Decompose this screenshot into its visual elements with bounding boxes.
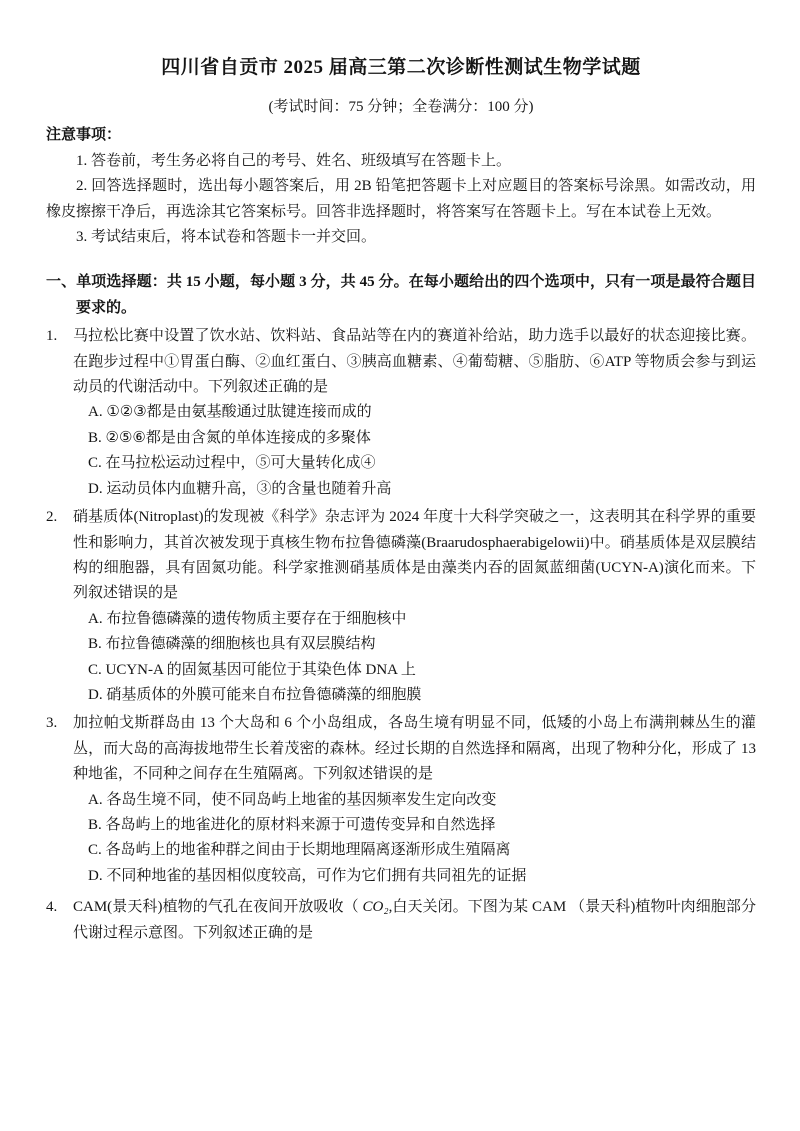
section-heading: 一、单项选择题：共 15 小题，每小题 3 分，共 45 分。在每小题给出的四个选项中，只有一项是最符合题目要求的。 [46, 274, 756, 316]
co2-formula: CO₂ [362, 899, 389, 916]
question-2-number: 2. [46, 509, 58, 526]
question-1-number: 1. [46, 328, 58, 345]
question-2-stem: 硝基质体(Nitroplast)的发现被《科学》杂志评为 2024 年度十大科学突破之一，这表明其在科学界的重要性和影响力，其首次被发现于真核生物布拉鲁德磷藻(Braarudosphaerabigelowii)中。硝基质体是双层膜结构的细胞器，具有固氮功能。科学家推测硝基质体是由藻类内吞的固氮蓝细菌(UCYN-A)演化而来。下列叙述错误的是 [73, 509, 756, 602]
question-3 [46, 711, 756, 889]
question-4-number: 4. [46, 899, 58, 916]
question-4-stem-post: ,白天关闭。下图为某 CAM （景天科)植物叶肉细胞部分代谢过程示意图。下列叙述正确的是 [73, 899, 756, 941]
question-3-option-a: A. 各岛生境不同，使不同岛屿上地雀的基因频率发生定向改变 [88, 791, 497, 808]
question-2-option-b: B. 布拉鲁德磷藻的细胞核也具有双层膜结构 [88, 636, 376, 653]
question-1-option-d: D. 运动员体内血糖升高，③的含量也随着升高 [88, 480, 392, 497]
question-3-option-d: D. 不同种地雀的基因相似度较高，可作为它们拥有共同祖先的证据 [88, 867, 527, 884]
notice-item-1: 1. 答卷前，考生务必将自己的考号、姓名、班级填写在答题卡上。 [76, 152, 512, 169]
question-3-option-c: C. 各岛屿上的地雀种群之间由于长期地理隔离逐渐形成生殖隔离 [88, 842, 511, 859]
question-1-option-c: C. 在马拉松运动过程中，⑤可大量转化成④ [88, 455, 376, 472]
notice-section [46, 123, 756, 250]
exam-subtitle: (考试时间：75 分钟；全卷满分：100 分) [268, 99, 534, 115]
question-1-stem: 马拉松比赛中设置了饮水站、饮料站、食品站等在内的赛道补给站，助力选手以最好的状态迎接比赛。在跑步过程中①胃蛋白酶、②血红蛋白、③胰高血糖素、④葡萄糖、⑤脂肪、⑥ATP 等物质会参与到运动员的代谢活动中。下列叙述正确的是 [73, 328, 756, 396]
question-2 [46, 505, 756, 708]
exam-title: 四川省自贡市 2025 届高三第二次诊断性测试生物学试题 [161, 57, 641, 78]
question-4-stem-pre: CAM(景天科)植物的气孔在夜间开放吸收（ [73, 899, 363, 916]
question-2-option-d: D. 硝基质体的外膜可能来自布拉鲁德磷藻的细胞膜 [88, 686, 422, 703]
notice-heading: 注意事项： [46, 127, 122, 144]
question-1-option-a: A. ①②③都是由氨基酸通过肽键连接而成的 [88, 404, 372, 421]
question-1 [46, 324, 756, 502]
question-4-stem [73, 895, 756, 946]
question-2-option-c: C. UCYN-A 的固氮基因可能位于其染色体 DNA 上 [88, 661, 416, 678]
question-1-option-b: B. ②⑤⑥都是由含氮的单体连接成的多聚体 [88, 429, 371, 446]
question-3-option-b: B. 各岛屿上的地雀进化的原材料来源于可遗传变异和自然选择 [88, 816, 496, 833]
question-2-option-a: A. 布拉鲁德磷藻的遗传物质主要存在于细胞核中 [88, 610, 407, 627]
notice-item-3: 3. 考试结束后，将本试卷和答题卡一并交回。 [76, 229, 377, 246]
question-3-stem: 加拉帕戈斯群岛由 13 个大岛和 6 个小岛组成，各岛生境有明显不同，低矮的小岛上布满荆棘丛生的灌丛，而大岛的高海拔地带生长着茂密的森林。经过长期的自然选择和隔离，出现了物种分化，形成了 13 种地雀，不同种之间存在生殖隔离。下列叙述错误的是 [73, 715, 756, 783]
notice-item-2: 2. 回答选择题时，选出每小题答案后，用 2B 铅笔把答题卡上对应题目的答案标号涂黑。如需改动，用橡皮擦擦干净后，再选涂其它答案标号。回答非选择题时，将答案写在答题卡上。写在本试卷上无效。 [46, 178, 756, 220]
question-4 [46, 895, 756, 946]
question-3-number: 3. [46, 715, 58, 732]
